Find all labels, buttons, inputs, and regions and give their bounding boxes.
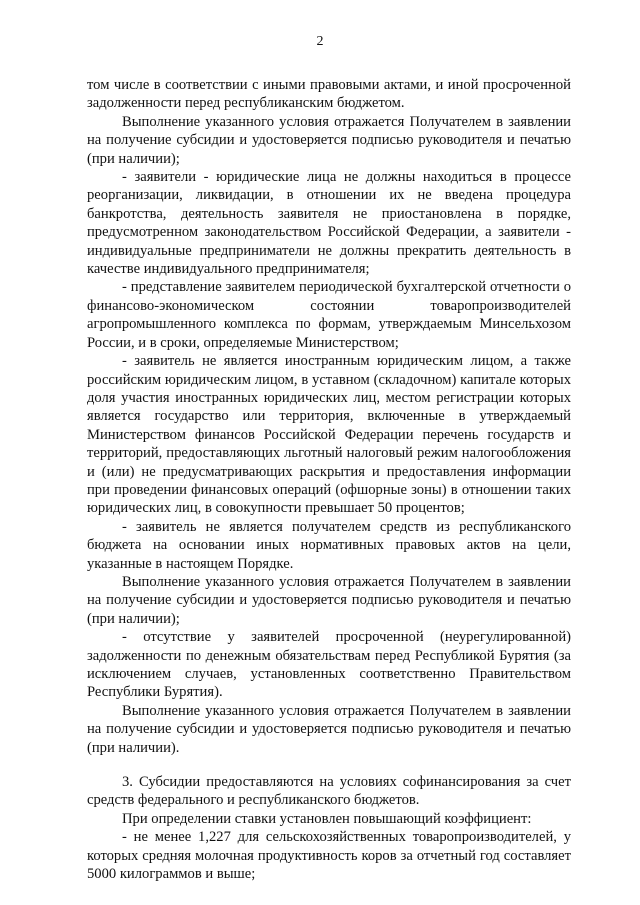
paragraph-condition-note-3: Выполнение указанного условия отражается Получателем в заявлении на получение субсидии и удостоверяется подписью руководителя и печатью (при наличии). (87, 702, 571, 756)
paragraph-coefficient-item: - не менее 1,227 для сельскохозяйственных товаропроизводителей, у которых средняя молочная продуктивность коров за отчетный год составляет 5000 килограммов и выше; (87, 829, 571, 883)
paragraph-cofinancing: 3. Субсидии предоставляются на условиях софинансирования за счет средств федерального и республиканского бюджетов. (87, 774, 571, 809)
paragraph-reporting: - представление заявителем периодической бухгалтерской отчетности о финансово-экономическом состоянии товаропроизводителей агропромышленного комплекса по формам, утверждаемым Минсельхозом России, и в сроки, определяемые Министерством; (87, 279, 571, 351)
document-body (87, 76, 571, 883)
paragraph-not-recipient: - заявитель не является получателем средств из республиканского бюджета на основании иных нормативных правовых актов на цели, указанные в настоящем Порядке. (87, 518, 571, 572)
paragraph-condition-note-2: Выполнение указанного условия отражается Получателем в заявлении на получение субсидии и удостоверяется подписью руководителя и печатью (при наличии); (87, 573, 571, 627)
paragraph-continuation: том числе в соответствии с иными правовыми актами, и иной просроченной задолженности перед республиканским бюджетом. (87, 77, 571, 112)
paragraph-reorganization: - заявители - юридические лица не должны находиться в процессе реорганизации, ликвидации, в отношении их не введена процедура банкротства, деятельность заявителя не приостановлена в порядке, предусмотренном законодательством Российской Федерации, а заявители - индивидуальные предприниматели не должны прекратить деятельность в качестве индивидуального предпринимателя; (87, 169, 571, 278)
paragraph-condition-note: Выполнение указанного условия отражается Получателем в заявлении на получение субсидии и удостоверяется подписью руководителя и печатью (при наличии); (87, 113, 571, 167)
page-number: 2 (316, 34, 324, 49)
paragraph-coefficient-intro: При определении ставки установлен повышающий коэффициент: (122, 810, 532, 827)
paragraph-foreign-entity: - заявитель не является иностранным юридическим лицом, а также российским юридическим лицом, в уставном (складочном) капитале которых доля участия иностранных юридических лиц, местом регистрации которых является государство или территория, включенные в утверждаемый Министерством финансов Российской Федерации перечень государств и территорий, предоставляющих льготный налоговый режим налогообложения и (или) не предусматривающих раскрытия и предоставления информации при проведении финансовых операций (офшорные зоны) в отношении таких юридических лиц, в совокупности превышает 50 процентов; (87, 353, 571, 517)
paragraph-no-debt: - отсутствие у заявителей просроченной (неурегулированной) задолженности по денежным обязательствам перед Республикой Бурятия (за исключением случаев, установленных соответственно Правительством Республики Бурятия). (87, 629, 571, 701)
